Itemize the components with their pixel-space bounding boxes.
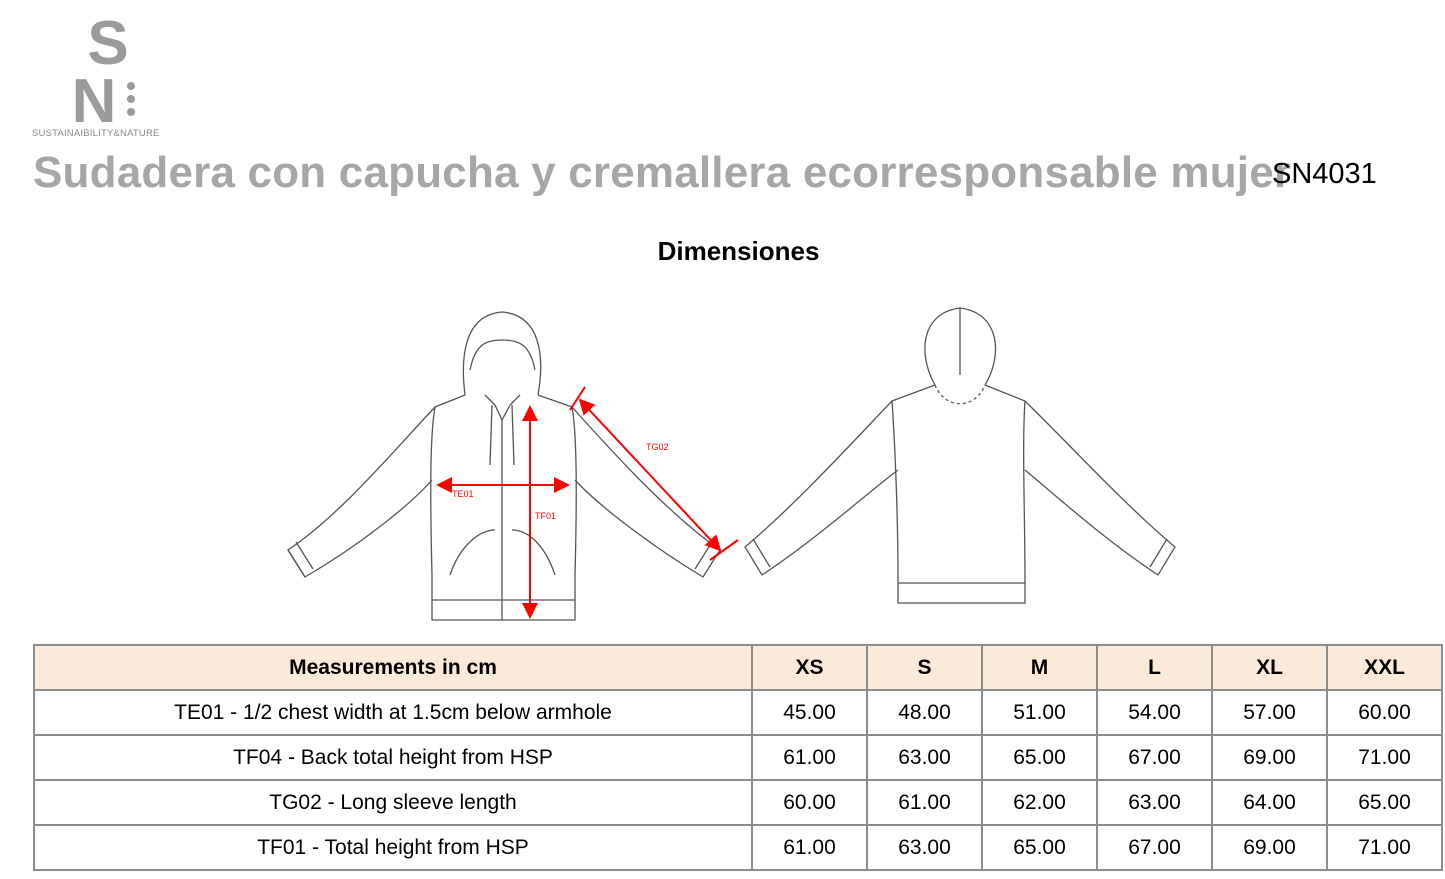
logo-tagline: SUSTAINAIBILITY&NATURE: [32, 128, 160, 139]
header-size-xxl: XXL: [1327, 645, 1442, 690]
cell-value: 61.00: [752, 735, 867, 780]
product-title: Sudadera con capucha y cremallera ecorresponsable mujer: [33, 148, 1292, 197]
size-table: [33, 644, 1443, 871]
front-hoodie: [288, 312, 720, 620]
header-measurements: Measurements in cm: [34, 645, 752, 690]
cell-value: 62.00: [982, 780, 1097, 825]
cell-value: 67.00: [1097, 735, 1212, 780]
table-row: [34, 690, 1442, 735]
svg-text:N: N: [71, 67, 117, 126]
cell-value: 65.00: [982, 825, 1097, 870]
header-size-m: M: [982, 645, 1097, 690]
measurement-arrows: [438, 387, 738, 617]
cell-value: 45.00: [752, 690, 867, 735]
label-te01: TE01: [452, 489, 474, 499]
label-tf01: TF01: [535, 511, 557, 521]
product-code: SN4031: [1272, 158, 1377, 190]
sn-logo-mark: [68, 18, 158, 126]
svg-text:S: S: [87, 18, 129, 78]
cell-value: 51.00: [982, 690, 1097, 735]
back-hoodie: [745, 308, 1175, 603]
cell-value: 57.00: [1212, 690, 1327, 735]
cell-value: 65.00: [1327, 780, 1442, 825]
cell-value: 64.00: [1212, 780, 1327, 825]
table-row: [34, 825, 1442, 870]
table-header-row: [34, 645, 1442, 690]
cell-value: 67.00: [1097, 825, 1212, 870]
row-label: TF04 - Back total height from HSP: [34, 735, 752, 780]
cell-value: 69.00: [1212, 825, 1327, 870]
cell-value: 65.00: [982, 735, 1097, 780]
row-label: TG02 - Long sleeve length: [34, 780, 752, 825]
header-size-l: L: [1097, 645, 1212, 690]
header-size-s: S: [867, 645, 982, 690]
cell-value: 54.00: [1097, 690, 1212, 735]
cell-value: 69.00: [1212, 735, 1327, 780]
brand-logo: [30, 18, 205, 143]
row-label: TF01 - Total height from HSP: [34, 825, 752, 870]
table-row: [34, 780, 1442, 825]
label-tg02: TG02: [646, 442, 669, 452]
cell-value: 63.00: [1097, 780, 1212, 825]
cell-value: 61.00: [867, 780, 982, 825]
cell-value: 61.00: [752, 825, 867, 870]
cell-value: 71.00: [1327, 825, 1442, 870]
cell-value: 60.00: [1327, 690, 1442, 735]
cell-value: 63.00: [867, 825, 982, 870]
garment-diagram: [280, 295, 1180, 630]
cell-value: 60.00: [752, 780, 867, 825]
section-title: Dimensiones: [657, 236, 820, 266]
cell-value: 63.00: [867, 735, 982, 780]
header-size-xs: XS: [752, 645, 867, 690]
cell-value: 71.00: [1327, 735, 1442, 780]
table-row: [34, 735, 1442, 780]
row-label: TE01 - 1/2 chest width at 1.5cm below armhole: [34, 690, 752, 735]
header-size-xl: XL: [1212, 645, 1327, 690]
cell-value: 48.00: [867, 690, 982, 735]
